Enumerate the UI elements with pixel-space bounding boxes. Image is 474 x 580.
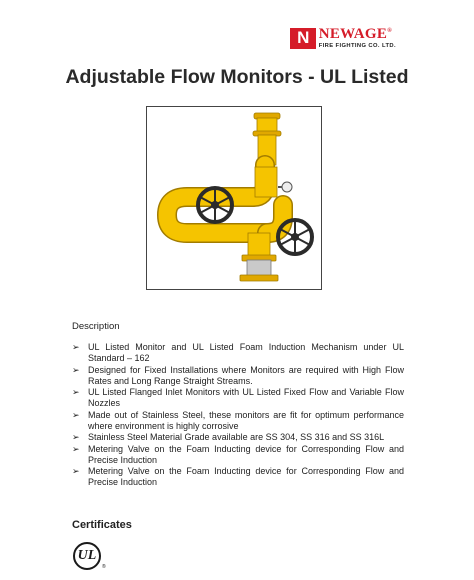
arrow-bullet-icon: ➢ <box>72 466 80 476</box>
ul-certification-badge: UL <box>73 542 101 570</box>
description-label: Description <box>72 321 120 332</box>
certificates-heading: Certificates <box>72 519 132 531</box>
arrow-bullet-icon: ➢ <box>72 432 80 442</box>
arrow-bullet-icon: ➢ <box>72 364 80 375</box>
list-item: ➢ Metering Valve on the Foam Inducting device for Corresponding Flow and Precise Induction <box>72 443 404 465</box>
ul-registered-mark: ® <box>102 564 106 570</box>
logo-text <box>319 27 396 50</box>
logo-name: NEWAGE® <box>318 26 392 42</box>
list-item: ➢ Metering Valve on the Foam Inducting device for Corresponding Flow and Precise Induction <box>72 466 404 487</box>
list-item: ➢ Made out of Stainless Steel, these monitors are fit for optimum performance where environment is highly corrosive <box>72 409 404 431</box>
list-item: ➢ Stainless Steel Material Grade available are SS 304, SS 316 and SS 316L <box>72 432 385 442</box>
list-item: ➢ UL Listed Flanged Inlet Monitors with UL Listed Fixed Flow and Variable Flow Nozzles <box>72 387 404 408</box>
logo-mark: N <box>290 28 316 49</box>
arrow-bullet-icon: ➢ <box>72 387 80 397</box>
feature-list <box>72 342 404 489</box>
list-item: ➢ Designed for Fixed Installations where Monitors are required with High Flow Rates and Long Range Straight Streams. <box>72 364 404 386</box>
company-logo <box>290 27 396 50</box>
flow-monitor-illustration <box>147 107 321 289</box>
arrow-bullet-icon: ➢ <box>72 409 80 420</box>
logo-subtitle: FIRE FIGHTING CO. LTD. <box>318 43 396 49</box>
page-title: Adjustable Flow Monitors - UL Listed <box>65 66 409 88</box>
product-photo <box>146 106 322 290</box>
list-item: ➢ UL Listed Monitor and UL Listed Foam Induction Mechanism under UL Standard – 162 <box>72 342 404 363</box>
arrow-bullet-icon: ➢ <box>72 443 80 454</box>
arrow-bullet-icon: ➢ <box>72 342 80 352</box>
